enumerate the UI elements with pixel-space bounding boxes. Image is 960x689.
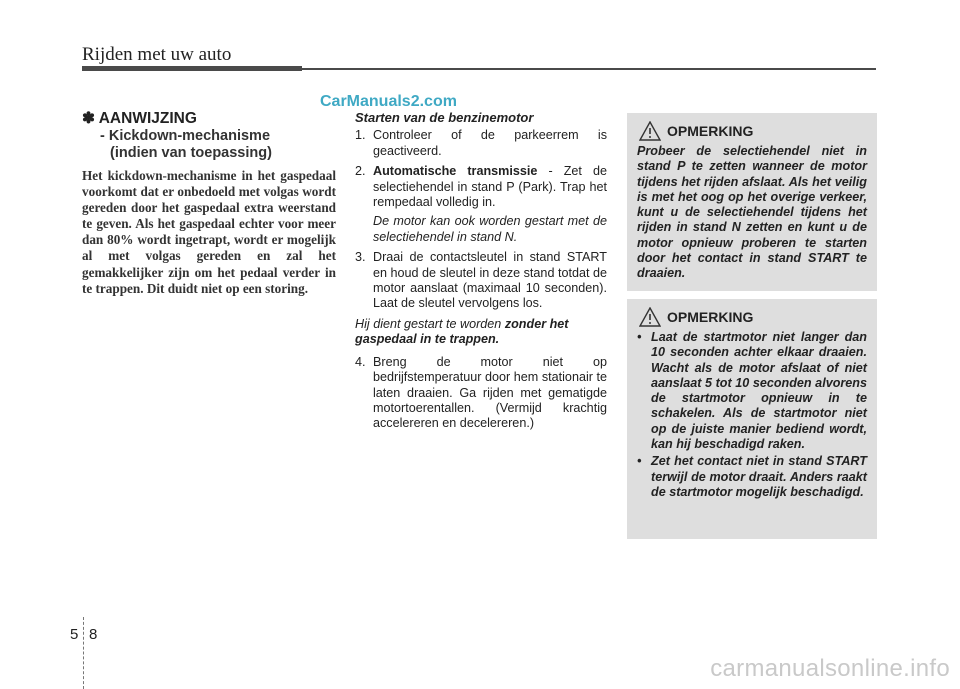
warning-text xyxy=(637,330,867,500)
step-1 xyxy=(355,128,607,159)
bullet-text: Laat de startmotor niet langer dan 10 seconden achter elkaar draaien. Wacht als de motor afslaat of niet aanslaat 5 tot 10 seconden alvorens de startmotor opnieuw in te schakelen. Als de startmotor niet op de juiste manier bediend wordt, kan hij beschadigd raken. xyxy=(651,330,867,452)
step-text: Draai de contactsleutel in stand START en houd de sleutel in deze stand totdat de motor aanslaat (maximaal 10 seconden). Laat de sleutel vervolgens los. xyxy=(373,250,607,311)
warning-box-2 xyxy=(627,299,877,539)
note-heading xyxy=(82,110,336,128)
step-bold-label: Automatische transmissie xyxy=(373,164,538,179)
warning-box-1 xyxy=(627,113,877,291)
warning-text: Probeer de selectiehendel niet in stand P te zetten wanneer de motor tijdens het rijden afslaat. Als het veilig is met het oog op het overige verkeer, kunt u de selectiehendel tijdens het rijden in stand N zetten en kunt u de motor opnieuw proberen te starten door het contact in stand START te draaien. xyxy=(637,144,867,281)
footer-watermark: carmanualsonline.info xyxy=(710,655,950,682)
step-3 xyxy=(355,250,607,312)
page-number: 8 xyxy=(89,626,98,643)
step-number: 4. xyxy=(355,354,366,369)
step-number: 1. xyxy=(355,128,366,143)
step-number: 3. xyxy=(355,250,366,265)
step-text: - Zet de selectiehendel in stand P (Park). Trap het rempedaal volledig in. xyxy=(373,164,607,210)
note-section xyxy=(82,110,336,297)
starting-title: Starten van de benzinemotor xyxy=(355,110,534,125)
warning-header xyxy=(637,307,867,327)
starting-section xyxy=(355,110,607,437)
page-number-divider xyxy=(83,617,85,689)
warning-title: OPMERKING xyxy=(667,123,754,139)
note-subtitle-line1: - Kickdown-mechanisme xyxy=(100,128,271,144)
bullet-dot: • xyxy=(637,330,642,344)
throttle-note-bold: zonder het gaspedaal in te trappen. xyxy=(355,316,569,347)
warning-triangle-icon xyxy=(639,307,661,327)
step-text: Controleer of de parkeerrem is geactiveerd. xyxy=(373,128,607,158)
warning-header xyxy=(637,121,867,141)
page-header-title: Rijden met uw auto xyxy=(82,44,232,65)
warning-bullet-1 xyxy=(637,330,867,452)
watermark-carmanuals: CarManuals2.com xyxy=(320,93,457,110)
note-body: Het kickdown-mechanisme in het gaspedaal voorkomt dat er onbedoeld met volgas wordt gereden door het gaspedaal extra weerstand te geven. Als het gaspedaal echter voor meer dan 80% wordt ingetrapt, wordt er mogelijk al met volgas gereden en zal het gemakkelijker zijn om het pedaal verder in te trappen. Dit duidt niet op een storing. xyxy=(82,168,336,296)
note-heading-text: AANWIJZING xyxy=(98,110,197,127)
step-number: 2. xyxy=(355,164,366,179)
header-rule-thick xyxy=(82,66,302,71)
step-2 xyxy=(355,164,607,245)
bullet-text: Zet het contact niet in stand START terwijl de motor draait. Anders raakt de startmotor mogelijk beschadigd. xyxy=(651,454,867,499)
step-4 xyxy=(355,355,607,432)
asterisk-icon: ✽ xyxy=(82,110,95,127)
warning-bullet-2 xyxy=(637,454,867,500)
throttle-note xyxy=(355,317,607,348)
throttle-note-plain: Hij dient gestart te worden xyxy=(355,316,502,331)
warning-title: OPMERKING xyxy=(667,309,754,325)
step-subnote: De motor kan ook worden gestart met de selectiehendel in stand N. xyxy=(373,214,607,244)
header-rule-thin xyxy=(302,68,876,70)
bullet-dot: • xyxy=(637,454,642,469)
section-number: 5 xyxy=(70,626,79,643)
step-text: Breng de motor niet op bedrijfstemperatuur door hem stationair te laten draaien. Ga rijden met gematigde motortoerentallen. (Vermijd krachtig accelereren en decelereren.) xyxy=(373,354,607,431)
note-subtitle-line2: (indien van toepassing) xyxy=(110,145,272,161)
warning-triangle-icon xyxy=(639,121,661,141)
